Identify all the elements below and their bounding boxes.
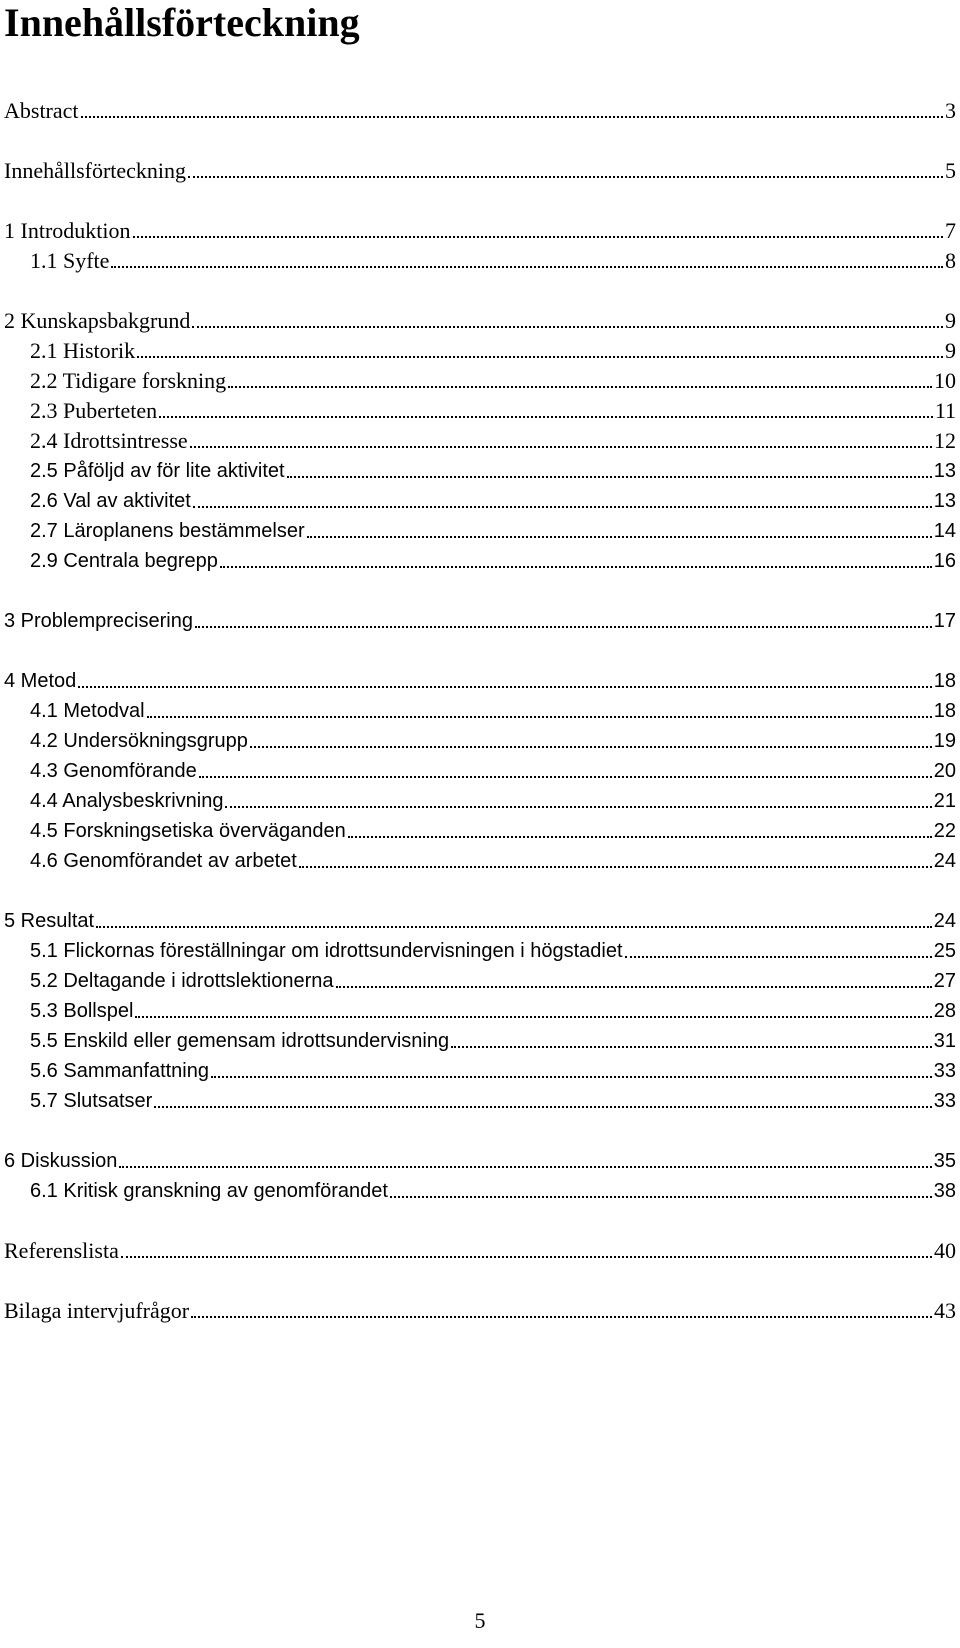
dot-leader (193, 506, 932, 508)
dot-leader (228, 386, 932, 388)
toc-entry (30, 996, 956, 1026)
toc-entry (30, 396, 956, 426)
dot-leader (299, 866, 932, 868)
toc-entry (30, 696, 956, 726)
toc-entry-page-number: 19 (933, 730, 956, 752)
toc-entry-label: 5.3 Bollspel (30, 1000, 134, 1022)
dot-leader (78, 686, 931, 688)
toc-entry-page-number: 43 (934, 1298, 956, 1323)
toc-entry-page-number: 3 (945, 98, 956, 123)
toc-entry-page-number: 33 (933, 1090, 956, 1112)
toc-entry (4, 606, 956, 636)
dot-leader (191, 1316, 932, 1318)
toc-entry-page-number: 13 (933, 490, 956, 512)
toc-entry-label: 4.4 Analysbeskrivning (30, 790, 224, 812)
toc-entry-label: 4.3 Genomförande (30, 760, 197, 782)
toc-entry (30, 966, 956, 996)
dot-leader (625, 956, 932, 958)
toc-entry-label: 5.6 Sammanfattning (30, 1060, 209, 1082)
toc-entry-page-number: 9 (945, 338, 956, 363)
toc-entry (4, 216, 956, 246)
dot-leader (81, 116, 943, 118)
toc-entry-label: 5.5 Enskild eller gemensam idrottsundervisning (30, 1030, 450, 1052)
dot-leader (188, 176, 943, 178)
toc-entry (30, 546, 956, 576)
dot-leader (195, 626, 932, 628)
toc-entry-label: 2.4 Idrottsintresse (30, 428, 188, 453)
toc-entry-page-number: 17 (933, 610, 956, 632)
toc-entry-page-number: 10 (934, 368, 956, 393)
dot-leader (225, 806, 931, 808)
toc-entry (30, 1176, 956, 1206)
toc-entry (30, 726, 956, 756)
dot-leader (119, 1166, 931, 1168)
page-title: Innehållsförteckning (4, 0, 360, 45)
toc-entry-label: 4.2 Undersökningsgrupp (30, 730, 248, 752)
toc-entry-page-number: 28 (933, 1000, 956, 1022)
toc-entry (30, 336, 956, 366)
toc-entry-label: Bilaga intervjufrågor (4, 1298, 190, 1323)
toc-entry (30, 426, 956, 456)
toc-entry-label: 2.7 Läroplanens bestämmelser (30, 520, 305, 542)
toc-entry-label: 2 Kunskapsbakgrund (4, 308, 191, 333)
toc-entry-page-number: 22 (933, 820, 956, 842)
toc-entry-label: 4.1 Metodval (30, 700, 145, 722)
toc-entry-page-number: 7 (945, 218, 956, 243)
toc-entry-page-number: 18 (933, 700, 956, 722)
toc-entry (4, 1236, 956, 1266)
dot-leader (199, 776, 932, 778)
toc-entry-page-number: 33 (933, 1060, 956, 1082)
toc-entry-label: 2.1 Historik (30, 338, 136, 363)
toc-entry-page-number: 25 (933, 940, 956, 962)
toc-entry-label: Innehållsförteckning (4, 158, 187, 183)
toc-entry (30, 936, 956, 966)
toc-entry (30, 1056, 956, 1086)
toc-entry-label: 5.1 Flickornas föreställningar om idrottsundervisningen i högstadiet (30, 940, 623, 962)
toc-entry (30, 756, 956, 786)
dot-leader (121, 1256, 932, 1258)
dot-leader (135, 1016, 931, 1018)
toc-entry-page-number: 12 (934, 428, 956, 453)
dot-leader (211, 1076, 932, 1078)
toc-entry (4, 906, 956, 936)
toc-entry-page-number: 16 (933, 550, 956, 572)
dot-leader (133, 236, 944, 238)
toc-entry-page-number: 18 (933, 670, 956, 692)
toc-entry-label: 4.5 Forskningsetiska överväganden (30, 820, 346, 842)
dot-leader (451, 1046, 932, 1048)
dot-leader (390, 1196, 932, 1198)
toc-entry-page-number: 40 (934, 1238, 956, 1263)
dot-leader (96, 926, 932, 928)
dot-leader (336, 986, 932, 988)
dot-leader (111, 266, 943, 268)
toc-entry (4, 1146, 956, 1176)
toc-entry (4, 1296, 956, 1326)
toc-entry-label: Abstract (4, 98, 79, 123)
toc-entry (30, 846, 956, 876)
dot-leader (159, 416, 933, 418)
dot-leader (154, 1106, 931, 1108)
toc-entry-page-number: 38 (933, 1180, 956, 1202)
toc-entry-label: 2.2 Tidigare forskning (30, 368, 227, 393)
toc-entry-label: 2.9 Centrala begrepp (30, 550, 218, 572)
toc-entry-page-number: 35 (933, 1150, 956, 1172)
toc-entry-page-number: 24 (933, 910, 956, 932)
toc-entry (4, 96, 956, 126)
toc-entry (30, 516, 956, 546)
dot-leader (348, 836, 932, 838)
dot-leader (250, 746, 932, 748)
toc-entry-page-number: 31 (933, 1030, 956, 1052)
toc-entry (4, 306, 956, 336)
toc-entry-page-number: 11 (934, 398, 956, 423)
toc-entry (30, 1086, 956, 1116)
dot-leader (220, 566, 932, 568)
toc-entry (4, 666, 956, 696)
toc-entry-page-number: 21 (933, 790, 956, 812)
toc-entry-page-number: 13 (933, 460, 956, 482)
toc-entry-page-number: 8 (945, 248, 956, 273)
toc-entry (30, 816, 956, 846)
toc-entry (30, 456, 956, 486)
toc-entry-label: 1 Introduktion (4, 218, 131, 243)
dot-leader (192, 326, 943, 328)
toc-entry-label: 4.6 Genomförandet av arbetet (30, 850, 297, 872)
toc-entry-page-number: 27 (933, 970, 956, 992)
toc-entry-label: 5.2 Deltagande i idrottslektionerna (30, 970, 334, 992)
dot-leader (287, 476, 932, 478)
toc-entry-page-number: 20 (933, 760, 956, 782)
toc-entry-label: 1.1 Syfte (30, 248, 110, 273)
dot-leader (307, 536, 932, 538)
dot-leader (190, 446, 932, 448)
toc-entry (30, 366, 956, 396)
toc-entry-label: 2.3 Puberteten (30, 398, 158, 423)
toc-entry (4, 156, 956, 186)
toc-entry-label: 2.5 Påföljd av för lite aktivitet (30, 460, 285, 482)
toc-entry-label: 4 Metod (4, 670, 77, 692)
toc-entry (30, 486, 956, 516)
toc-entry-page-number: 5 (945, 158, 956, 183)
dot-leader (147, 716, 932, 718)
toc-entry-page-number: 9 (945, 308, 956, 333)
toc-entry-label: 6 Diskussion (4, 1150, 118, 1172)
toc-entry-page-number: 24 (933, 850, 956, 872)
toc-entry-label: 2.6 Val av aktivitet (30, 490, 191, 512)
toc-entry-label: Referenslista (4, 1238, 119, 1263)
toc-entry (30, 1026, 956, 1056)
toc-entry-label: 3 Problemprecisering (4, 610, 193, 632)
toc-entry (30, 246, 956, 276)
toc-entry-label: 6.1 Kritisk granskning av genomförandet (30, 1180, 388, 1202)
toc-entry (30, 786, 956, 816)
toc-entry-label: 5 Resultat (4, 910, 95, 932)
dot-leader (137, 356, 943, 358)
footer-page-number: 5 (474, 1608, 486, 1633)
toc-entry-label: 5.7 Slutsatser (30, 1090, 153, 1112)
toc-entry-page-number: 14 (933, 520, 956, 542)
